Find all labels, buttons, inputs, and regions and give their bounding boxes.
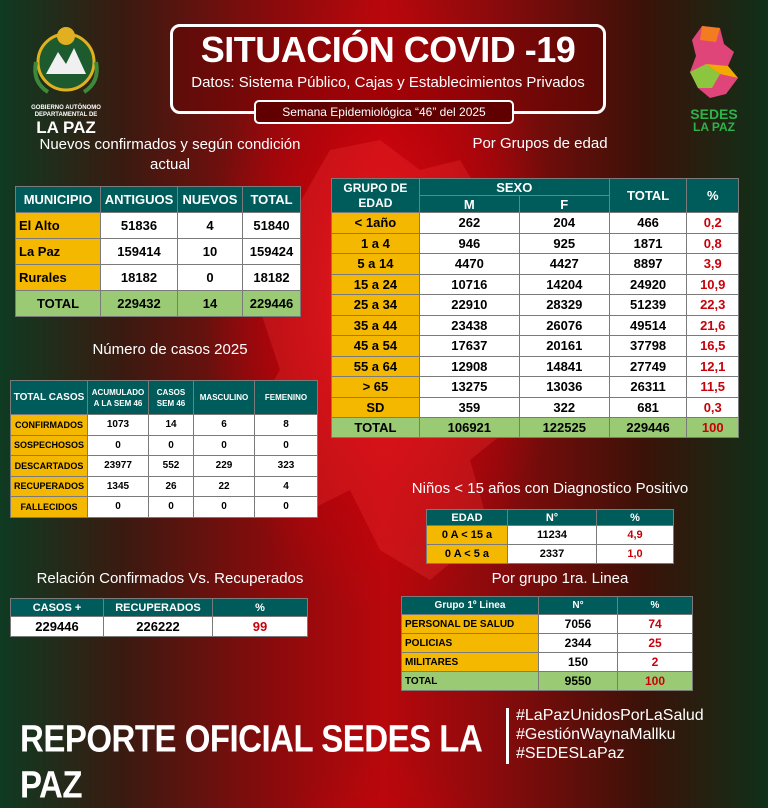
- row-label: 0 A < 5 a: [427, 545, 508, 564]
- cell: 1871: [609, 233, 687, 254]
- row-label: < 1año: [332, 213, 420, 234]
- cell: 2337: [508, 545, 597, 564]
- epi-week-badge: Semana Epidemiológica “46” del 2025: [254, 100, 514, 124]
- cell: 11,5: [687, 377, 739, 398]
- cell: 1,0: [597, 545, 674, 564]
- table-row: [332, 356, 739, 377]
- cell: 925: [519, 233, 609, 254]
- table-row: [402, 653, 693, 672]
- ninos-table: [426, 509, 674, 564]
- cell: 12,1: [687, 356, 739, 377]
- table-row: [332, 336, 739, 357]
- cell: 23977: [88, 456, 149, 477]
- col-header: MUNICIPIO: [16, 187, 101, 213]
- row-label: POLICIAS: [402, 634, 539, 653]
- sedes-logo: [676, 22, 752, 134]
- cell: 159414: [101, 239, 178, 265]
- col-header: EDAD: [427, 510, 508, 526]
- table-row: [332, 213, 739, 234]
- cell: 4: [178, 213, 243, 239]
- caption-relacion: Relación Confirmados Vs. Recuperados: [36, 570, 304, 587]
- caption-linea: Por grupo 1ra. Linea: [491, 570, 629, 587]
- cell: 0,8: [687, 233, 739, 254]
- cell: 13036: [519, 377, 609, 398]
- cell: 25: [618, 634, 693, 653]
- hashtag-list: [516, 706, 764, 763]
- cell: 27749: [609, 356, 687, 377]
- cell: 3,9: [687, 254, 739, 275]
- cell: 8897: [609, 254, 687, 275]
- row-label: FALLECIDOS: [11, 497, 88, 518]
- municipio-table: [15, 186, 301, 317]
- cell: 0: [255, 497, 318, 518]
- page-subtitle: Datos: Sistema Público, Cajas y Establecimientos Privados: [191, 74, 585, 91]
- row-label: MILITARES: [402, 653, 539, 672]
- col-header-m: M: [419, 196, 519, 213]
- cell: 10716: [419, 274, 519, 295]
- cell: 2344: [539, 634, 618, 653]
- table-row: [11, 617, 308, 637]
- footer-title: REPORTE OFICIAL SEDES LA PAZ: [20, 717, 482, 806]
- cell: 4,9: [597, 526, 674, 545]
- table-row: [332, 377, 739, 398]
- table-row: [402, 634, 693, 653]
- sedes-map-icon: [676, 22, 752, 102]
- table-row: [16, 239, 301, 265]
- cell: 11234: [508, 526, 597, 545]
- cell: 4: [255, 476, 318, 497]
- cell: 22: [194, 476, 255, 497]
- cell: 0: [194, 435, 255, 456]
- table-row: [427, 545, 674, 564]
- col-header-pct: %: [687, 179, 739, 213]
- cell: 0: [149, 497, 194, 518]
- row-label: SOSPECHOSOS: [11, 435, 88, 456]
- cell: 26076: [519, 315, 609, 336]
- cell: 681: [609, 397, 687, 418]
- cell: 37798: [609, 336, 687, 357]
- cell: 0: [178, 265, 243, 291]
- table-row: [332, 315, 739, 336]
- row-label: RECUPERADOS: [11, 476, 88, 497]
- cell: 6: [194, 415, 255, 436]
- table-row: [332, 233, 739, 254]
- cell: 14204: [519, 274, 609, 295]
- sedes-text: SEDES: [690, 106, 738, 122]
- cell: 150: [539, 653, 618, 672]
- hashtag: #GestiónWaynaMallku: [516, 726, 676, 743]
- row-label: TOTAL: [332, 418, 420, 438]
- casos-table: [10, 380, 318, 518]
- cell: 0: [149, 435, 194, 456]
- table-row: [16, 265, 301, 291]
- table-row: [11, 415, 318, 436]
- logo-text-line1: GOBIERNO AUTÓNOMO: [31, 105, 101, 111]
- cell: 14: [149, 415, 194, 436]
- cell: 12908: [419, 356, 519, 377]
- col-header-f: F: [519, 196, 609, 213]
- cell: 229: [194, 456, 255, 477]
- table-row: [11, 497, 318, 518]
- hashtag: #SEDESLaPaz: [516, 745, 625, 762]
- row-label: 55 a 64: [332, 356, 420, 377]
- col-header: %: [618, 597, 693, 615]
- col-header: NUEVOS: [178, 187, 243, 213]
- cell: 466: [609, 213, 687, 234]
- footer-divider: [506, 708, 509, 764]
- col-header: %: [597, 510, 674, 526]
- cell: 18182: [101, 265, 178, 291]
- row-label: 15 a 24: [332, 274, 420, 295]
- cell: 28329: [519, 295, 609, 316]
- row-label: DESCARTADOS: [11, 456, 88, 477]
- row-label: 5 a 14: [332, 254, 420, 275]
- row-label: PERSONAL DE SALUD: [402, 615, 539, 634]
- col-header: TOTAL: [243, 187, 301, 213]
- cell: 13275: [419, 377, 519, 398]
- cell: 24920: [609, 274, 687, 295]
- row-label: Rurales: [16, 265, 101, 291]
- col-header: MASCULINO: [194, 381, 255, 415]
- row-label: TOTAL: [402, 672, 539, 691]
- cell: 0,2: [687, 213, 739, 234]
- col-header-sexo: SEXO: [419, 179, 609, 196]
- table-row: [16, 213, 301, 239]
- col-header: CASOS +: [11, 599, 104, 617]
- row-label: La Paz: [16, 239, 101, 265]
- col-header: CASOS SEM 46: [149, 381, 194, 415]
- table-row: [11, 456, 318, 477]
- cell: 552: [149, 456, 194, 477]
- cell: 20161: [519, 336, 609, 357]
- cell: 49514: [609, 315, 687, 336]
- logo-text-line3: LA PAZ: [36, 118, 96, 137]
- row-label: 0 A < 15 a: [427, 526, 508, 545]
- cell: 99: [213, 617, 308, 637]
- cell: 51836: [101, 213, 178, 239]
- cell: 21,6: [687, 315, 739, 336]
- row-label: TOTAL: [16, 291, 101, 317]
- row-label: 1 a 4: [332, 233, 420, 254]
- cell: 229446: [243, 291, 301, 317]
- row-label: CONFIRMADOS: [11, 415, 88, 436]
- cell: 106921: [419, 418, 519, 438]
- hashtag: #LaPazUnidosPorLaSalud: [516, 707, 704, 724]
- col-header: ANTIGUOS: [101, 187, 178, 213]
- row-label: > 65: [332, 377, 420, 398]
- caption-casos: Número de casos 2025: [92, 341, 248, 358]
- total-row: [332, 418, 739, 438]
- col-header-total: TOTAL: [609, 179, 687, 213]
- row-label: 45 a 54: [332, 336, 420, 357]
- cell: 100: [687, 418, 739, 438]
- cell: 323: [255, 456, 318, 477]
- col-header: %: [213, 599, 308, 617]
- table-row: [332, 274, 739, 295]
- cell: 4470: [419, 254, 519, 275]
- cell: 159424: [243, 239, 301, 265]
- relacion-table: [10, 598, 308, 637]
- cell: 18182: [243, 265, 301, 291]
- coat-of-arms-icon: [28, 22, 104, 100]
- cell: 0: [194, 497, 255, 518]
- total-row: [16, 291, 301, 317]
- cell: 0: [88, 497, 149, 518]
- cell: 17637: [419, 336, 519, 357]
- col-header: N°: [539, 597, 618, 615]
- cell: 946: [419, 233, 519, 254]
- cell: 22910: [419, 295, 519, 316]
- col-header-grupo: GRUPO DE EDAD: [332, 179, 420, 213]
- page-title: SITUACIÓN COVID -19: [200, 29, 576, 70]
- col-header: RECUPERADOS: [104, 599, 213, 617]
- cell: 229446: [609, 418, 687, 438]
- col-header: TOTAL CASOS: [11, 381, 88, 415]
- cell: 1345: [88, 476, 149, 497]
- row-label: 25 a 34: [332, 295, 420, 316]
- table-row: [402, 615, 693, 634]
- cell: 16,5: [687, 336, 739, 357]
- row-label: El Alto: [16, 213, 101, 239]
- table-row: [11, 476, 318, 497]
- table-row: [11, 435, 318, 456]
- table-row: [332, 397, 739, 418]
- cell: 23438: [419, 315, 519, 336]
- cell: 14: [178, 291, 243, 317]
- cell: 10: [178, 239, 243, 265]
- cell: 26: [149, 476, 194, 497]
- cell: 262: [419, 213, 519, 234]
- cell: 0,3: [687, 397, 739, 418]
- cell: 1073: [88, 415, 149, 436]
- cell: 359: [419, 397, 519, 418]
- col-header: FEMENINO: [255, 381, 318, 415]
- table-row: [332, 254, 739, 275]
- cell: 122525: [519, 418, 609, 438]
- row-label: 35 a 44: [332, 315, 420, 336]
- cell: 229432: [101, 291, 178, 317]
- cell: 26311: [609, 377, 687, 398]
- table-row: [427, 526, 674, 545]
- edad-table: [331, 178, 739, 438]
- linea-table: [401, 596, 693, 691]
- cell: 7056: [539, 615, 618, 634]
- col-header: Grupo 1º Linea: [402, 597, 539, 615]
- gobernacion-logo: [28, 22, 104, 136]
- caption-ninos: Niños < 15 años con Diagnostico Positivo: [411, 480, 689, 497]
- cell: 229446: [11, 617, 104, 637]
- caption-edad: Por Grupos de edad: [472, 135, 608, 152]
- cell: 8: [255, 415, 318, 436]
- cell: 14841: [519, 356, 609, 377]
- col-header: ACUMULADO A LA SEM 46: [88, 381, 149, 415]
- cell: 51239: [609, 295, 687, 316]
- logo-text-line2: DEPARTAMENTAL DE: [34, 112, 98, 118]
- la-paz-text: LA PAZ: [693, 120, 735, 134]
- caption-nuevos: Nuevos confirmados y según condición actual: [39, 136, 301, 173]
- cell: 22,3: [687, 295, 739, 316]
- cell: 9550: [539, 672, 618, 691]
- cell: 10,9: [687, 274, 739, 295]
- total-row: [402, 672, 693, 691]
- cell: 226222: [104, 617, 213, 637]
- cell: 4427: [519, 254, 609, 275]
- row-label: SD: [332, 397, 420, 418]
- col-header: N°: [508, 510, 597, 526]
- cell: 204: [519, 213, 609, 234]
- cell: 0: [88, 435, 149, 456]
- cell: 2: [618, 653, 693, 672]
- table-row: [332, 295, 739, 316]
- cell: 74: [618, 615, 693, 634]
- cell: 100: [618, 672, 693, 691]
- cell: 322: [519, 397, 609, 418]
- cell: 51840: [243, 213, 301, 239]
- cell: 0: [255, 435, 318, 456]
